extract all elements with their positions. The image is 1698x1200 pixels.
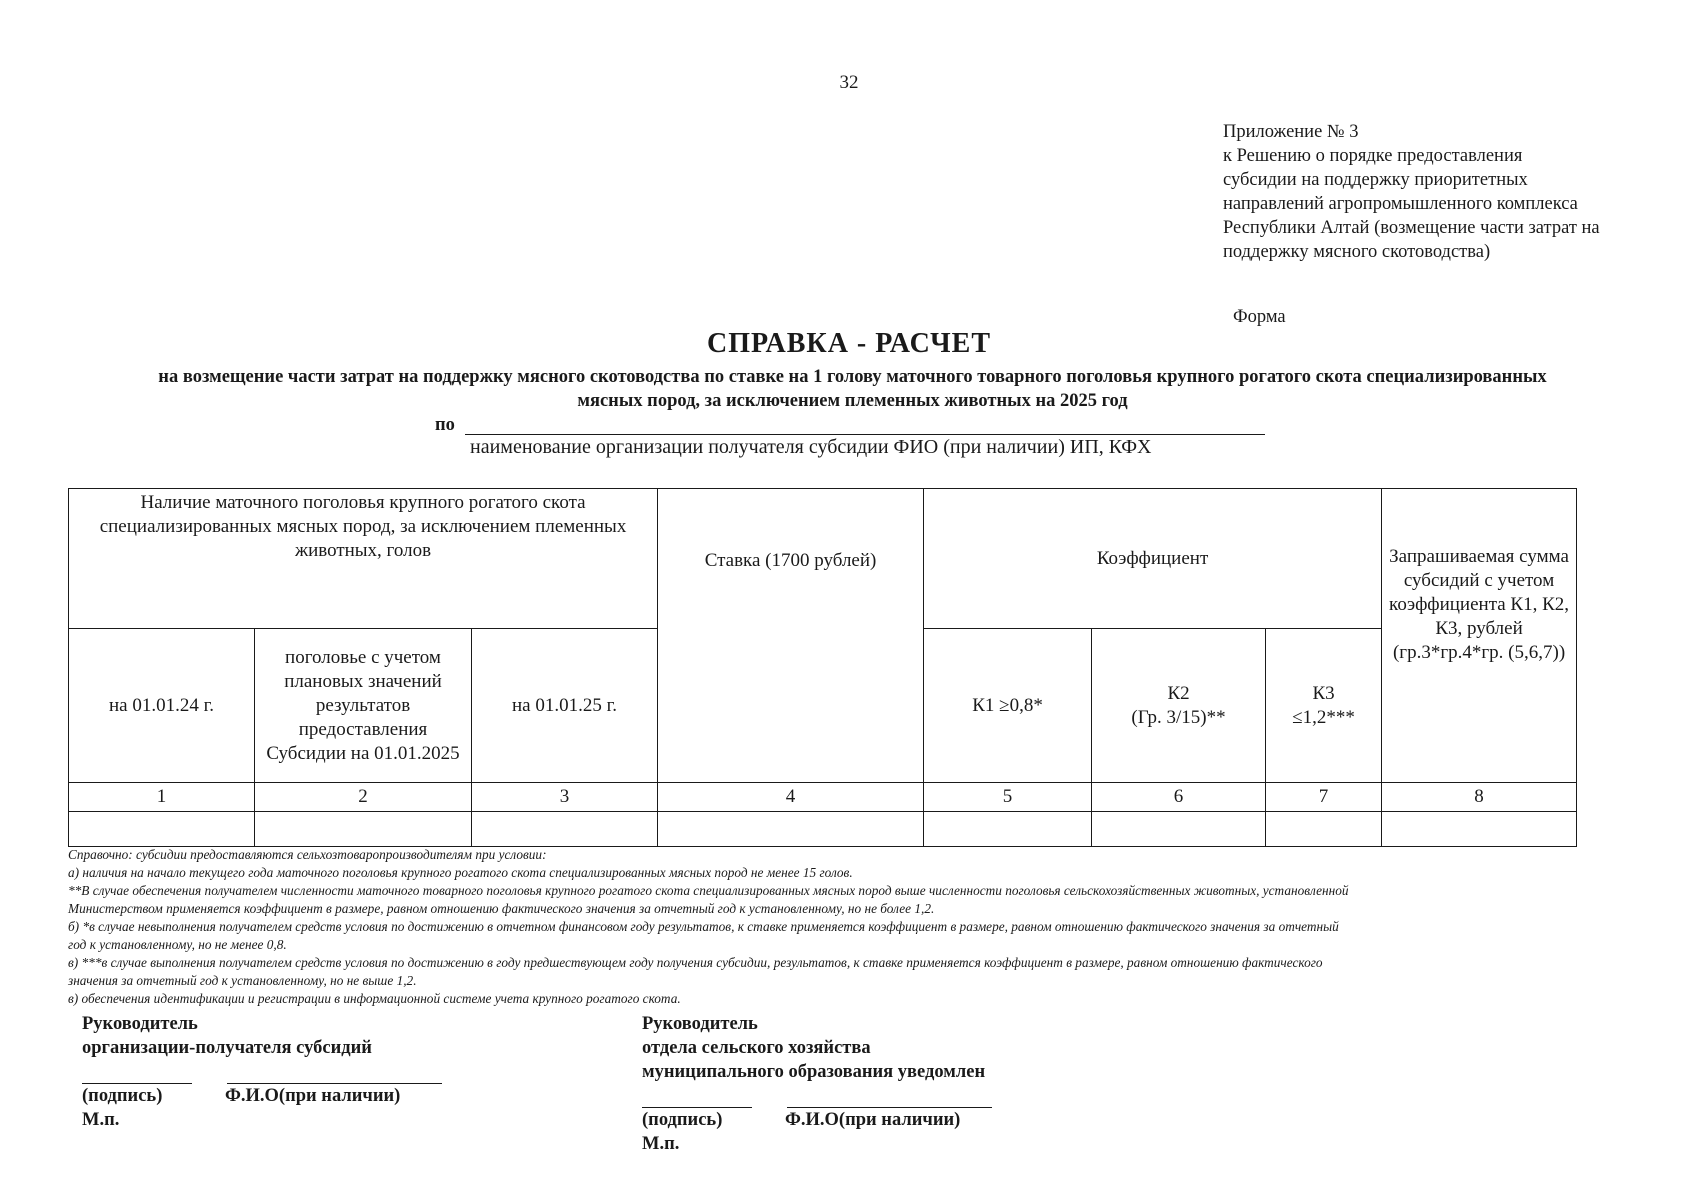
organization-blank-field[interactable] xyxy=(465,434,1265,435)
reference-notes xyxy=(68,846,1648,1008)
name-label: Ф.И.О(при наличии) xyxy=(225,1086,401,1106)
stamp-label: М.п. xyxy=(82,1110,120,1130)
page-number: 32 xyxy=(839,72,859,93)
signer-title: Руководитель xyxy=(82,1014,198,1034)
appendix-line: к Решению о порядке предоставления xyxy=(1223,146,1523,166)
column-number: 8 xyxy=(1382,783,1577,812)
signature-blank[interactable] xyxy=(642,1093,752,1108)
note-line: значения за отчетный год к установленному, но не выше 1,2. xyxy=(68,973,417,988)
signature-label: (подпись) xyxy=(82,1086,163,1106)
signer-title: Руководитель xyxy=(642,1014,758,1034)
organization-prefix: по xyxy=(435,415,455,435)
entry-cell-1[interactable] xyxy=(69,812,255,847)
department-signature-block xyxy=(642,1012,992,1156)
k1-header-cell: К1 ≥0,8* xyxy=(924,629,1092,783)
col2-header-cell: поголовье с учетом плановых значений результатов предоставления Субсидии на 01.01.2025 xyxy=(255,629,472,783)
data-entry-row xyxy=(69,812,1577,847)
requested-amount-header-cell: Запрашиваемая сумма субсидий с учетом коэффициента К1, К2, К3, рублей (гр.3*гр.4*гр. (5,6,7)) xyxy=(1382,489,1577,783)
entry-cell-8[interactable] xyxy=(1382,812,1577,847)
rate-header-cell: Ставка (1700 рублей) xyxy=(658,489,924,783)
signature-blank[interactable] xyxy=(82,1069,192,1084)
subtitle-line: мясных пород, за исключением племенных животных на 2025 год xyxy=(577,391,1128,411)
appendix-line: Республики Алтай (возмещение части затрат на xyxy=(1223,218,1600,238)
document-title: СПРАВКА - РАСЧЕТ xyxy=(706,328,992,359)
k2-header-cell xyxy=(1092,629,1266,783)
signature-label: (подпись) xyxy=(642,1110,723,1130)
calculation-table xyxy=(68,488,1577,847)
form-label: Форма xyxy=(1233,307,1286,327)
coefficient-header-cell: Коэффициент xyxy=(924,489,1382,629)
organization-caption: наименование организации получателя субсидии ФИО (при наличии) ИП, КФХ xyxy=(470,436,1152,458)
appendix-line: Приложение № 3 xyxy=(1223,122,1359,142)
note-line: в) обеспечения идентификации и регистрации в информационной системе учета крупного рогатого скота. xyxy=(68,991,681,1006)
document-subtitle xyxy=(75,365,1630,413)
column-number: 3 xyxy=(472,783,658,812)
appendix-header xyxy=(1223,120,1683,264)
note-line: а) наличия на начало текущего года маточного поголовья крупного рогатого скота специализированных мясных пород не менее 15 голов. xyxy=(68,865,853,880)
note-line: Министерством применяется коэффициент в размере, равном отношению фактического значения за отчетный год к установленному, но не более 1,2. xyxy=(68,901,935,916)
entry-cell-6[interactable] xyxy=(1092,812,1266,847)
appendix-line: субсидии на поддержку приоритетных xyxy=(1223,170,1528,190)
appendix-line: поддержку мясного скотоводства) xyxy=(1223,242,1491,262)
column-number: 1 xyxy=(69,783,255,812)
entry-cell-7[interactable] xyxy=(1266,812,1382,847)
name-blank[interactable] xyxy=(227,1069,442,1084)
column-number: 2 xyxy=(255,783,472,812)
signer-organization: организации-получателя субсидий xyxy=(82,1038,372,1058)
note-line: в) ***в случае выполнения получателем средств условия по достижению в году предшествующем году получения субсидии, результатов, к ставке применяется коэффициент в размере, равном отношению фактического xyxy=(68,955,1323,970)
stamp-label: М.п. xyxy=(642,1134,680,1154)
note-line: год к установленному, но не менее 0,8. xyxy=(68,937,287,952)
organization-line xyxy=(435,415,455,436)
k2-label: К2 xyxy=(1167,682,1190,704)
k2-formula: (Гр. 3/15)** xyxy=(1131,706,1226,728)
recipient-signature-block xyxy=(82,1012,442,1132)
col3-header-cell: на 01.01.25 г. xyxy=(472,629,658,783)
col1-header-cell: на 01.01.24 г. xyxy=(69,629,255,783)
subtitle-line: на возмещение части затрат на поддержку мясного скотоводства по ставке на 1 голову маточного товарного поголовья крупного рогатого скота специализированных xyxy=(158,367,1547,387)
column-number: 5 xyxy=(924,783,1092,812)
signer-municipality: муниципального образования уведомлен xyxy=(642,1062,986,1082)
name-label: Ф.И.О(при наличии) xyxy=(785,1110,961,1130)
k3-limit: ≤1,2*** xyxy=(1292,706,1355,728)
signer-department: отдела сельского хозяйства xyxy=(642,1038,871,1058)
note-line: Справочно: субсидии предоставляются сельхозтоваропроизводителям при условии: xyxy=(68,847,547,862)
column-number: 7 xyxy=(1266,783,1382,812)
entry-cell-3[interactable] xyxy=(472,812,658,847)
entry-cell-2[interactable] xyxy=(255,812,472,847)
note-line: б) *в случае невыполнения получателем средств условия по достижению в отчетном финансовом году результатов, к ставке применяется коэффициент в размере, равном отношению фактического значения за отчетный xyxy=(68,919,1339,934)
entry-cell-5[interactable] xyxy=(924,812,1092,847)
appendix-line: направлений агропромышленного комплекса xyxy=(1223,194,1578,214)
note-line: **В случае обеспечения получателем численности маточного товарного поголовья крупного рогатого скота специализированных мясных пород выше численности поголовья сельскохозяйственных животных, установленной xyxy=(68,883,1349,898)
column-number: 4 xyxy=(658,783,924,812)
livestock-header-cell: Наличие маточного поголовья крупного рогатого скота специализированных мясных пород, за исключением племенных животных, голов xyxy=(69,489,658,629)
column-number-row xyxy=(69,783,1577,812)
name-blank[interactable] xyxy=(787,1093,992,1108)
k3-label: К3 xyxy=(1312,682,1335,704)
k3-header-cell xyxy=(1266,629,1382,783)
entry-cell-4[interactable] xyxy=(658,812,924,847)
column-number: 6 xyxy=(1092,783,1266,812)
